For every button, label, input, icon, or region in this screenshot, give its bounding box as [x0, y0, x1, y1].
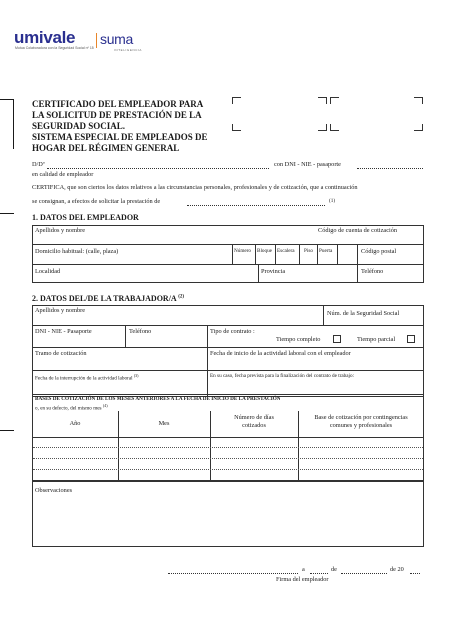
bloque-label: Bloque [257, 248, 272, 254]
stamp-corner [414, 124, 423, 131]
calidad-label: en calidad de empleador [32, 171, 94, 178]
col-ano-header: Año [69, 420, 81, 427]
escalera-label: Escalera [277, 248, 295, 254]
worker-dni-label: DNI - NIE - Pasaporte [35, 328, 92, 335]
tramo-label: Tramo de cotización [35, 350, 87, 357]
col-divider [258, 264, 259, 283]
bases-subtitle-text: o, en su defecto, del mismo mes [35, 405, 102, 412]
section-1-title: 1. DATOS DEL EMPLEADOR [32, 213, 139, 222]
col-divider [299, 244, 300, 264]
signature-a: a [302, 566, 305, 573]
margin-mark-bottom [0, 430, 14, 431]
note-1: (1) [329, 198, 336, 204]
tiempo-completo-checkbox[interactable] [333, 335, 341, 343]
title-line-4: SISTEMA ESPECIAL DE EMPLEADOS DE [32, 132, 208, 142]
title-line-5: HOGAR DEL RÉGIMEN GENERAL [32, 143, 180, 153]
suma-logo: suma [100, 31, 134, 47]
stamp-corner [414, 97, 423, 104]
fecha-inicio-label: Fecha de inicio de la actividad laboral con el empleador [210, 350, 351, 357]
stamp-corner [318, 124, 327, 131]
employer-apellidos-label: Apellidos y nombre [35, 227, 86, 234]
col-divider [323, 305, 324, 325]
note-2: (2) [178, 294, 185, 300]
row-divider [32, 347, 424, 348]
employer-dni-field[interactable] [357, 168, 423, 169]
puerta-label: Puerta [319, 248, 333, 254]
codigo-cuenta-label: Código de cuenta de cotización [318, 227, 398, 234]
title-line-2: LA SOLICITUD DE PRESTACIÓN DE LA [32, 110, 202, 120]
row-divider [32, 437, 424, 438]
signature-month-field[interactable] [341, 573, 387, 574]
bases-row-2[interactable] [33, 458, 423, 459]
col-divider [357, 264, 358, 283]
prestacion-field[interactable] [187, 205, 325, 206]
dd-label: D/Dª [32, 161, 45, 168]
signature-day-field[interactable] [310, 573, 328, 574]
bases-row-1[interactable] [33, 447, 423, 448]
col-dias-header-1: Número de días [234, 414, 274, 421]
observaciones-label: Observaciones [35, 487, 73, 494]
umivale-logo [14, 28, 75, 48]
codigo-postal-label: Código postal [361, 248, 397, 255]
row-divider [32, 244, 424, 245]
tiempo-completo-label: Tiempo completo [276, 336, 321, 343]
col-divider [317, 244, 318, 264]
fecha-finalizacion-label: En su caso, fecha prevista para la finalización del contrato de trabajo: [210, 373, 355, 379]
dni-label: con DNI - NIE - pasaporte [274, 161, 341, 168]
signature-place-field[interactable] [168, 573, 298, 574]
col-base-header-2: comunes y profesionales [329, 422, 393, 429]
employer-name-field[interactable] [47, 168, 269, 169]
piso-label: Piso [304, 248, 313, 254]
title-line-3: SEGURIDAD SOCIAL. [32, 121, 126, 131]
note-4: (4) [102, 403, 108, 408]
col-dias-header-2: cotizados [242, 422, 266, 429]
col-divider [207, 325, 208, 370]
note-3: (3) [133, 373, 139, 378]
row-divider [32, 325, 424, 326]
col-divider [255, 244, 256, 264]
bases-subtitle [35, 403, 108, 412]
title-line-1: CERTIFICADO DEL EMPLEADOR PARA [32, 99, 204, 109]
observaciones-box[interactable] [32, 481, 424, 547]
section-2-title-text: 2. DATOS DEL/DE LA TRABAJADOR/A [32, 294, 177, 303]
signature-de20: de 20 [390, 566, 404, 573]
tiempo-parcial-label: Tiempo parcial [357, 336, 396, 343]
logo-separator [96, 33, 97, 48]
col-divider [207, 370, 208, 397]
row-divider [32, 264, 424, 265]
col-divider [357, 244, 358, 264]
bases-row-3[interactable] [33, 469, 423, 470]
col-mes-header: Mes [158, 420, 170, 427]
numero-label: Número [234, 248, 251, 254]
tiempo-parcial-checkbox[interactable] [407, 335, 415, 343]
margin-mark-top [0, 99, 14, 100]
worker-telefono-label: Teléfono [129, 328, 152, 335]
fecha-interrupcion-label [35, 373, 138, 382]
umivale-tagline: Mutua Colaboradora con la Seguridad Social nº 15 [15, 46, 94, 50]
row-divider [32, 370, 424, 371]
stamp-corner [330, 124, 339, 131]
stamp-corner [232, 124, 241, 131]
signature-de: de [331, 566, 337, 573]
stamp-corner [232, 97, 241, 104]
section-2-title [32, 294, 184, 303]
domicilio-label: Domicilio habitual: (calle, plaza) [35, 248, 119, 255]
stamp-corner [330, 97, 339, 104]
col-divider [275, 244, 276, 264]
worker-apellidos-label: Apellidos y nombre [35, 307, 86, 314]
signature-firma-label: Firma del empleador [276, 576, 329, 583]
col-base-header-1: Base de cotización por contingencias [314, 414, 408, 421]
umivale-logo-text: umivale [14, 28, 76, 47]
suma-logo-subtitle: INTELIGENCIA [114, 48, 143, 52]
bases-title: BASES DE COTIZACIÓN DE LOS MESES ANTERIORES A LA FECHA DE INICIO DE LA PRESTACIÓN [35, 396, 281, 402]
margin-bracket [13, 99, 14, 149]
consignan-text: se consignan, a efectos de solicitar la prestación de [32, 198, 161, 205]
num-ss-label: Núm. de la Seguridad Social [327, 310, 400, 317]
telefono-label: Teléfono [361, 268, 384, 275]
col-divider [337, 244, 338, 264]
fecha-interrupcion-text: Fecha de la interrupción de la actividad laboral [35, 375, 133, 382]
signature-year-field[interactable] [410, 573, 420, 574]
stamp-corner [318, 97, 327, 104]
provincia-label: Provincia [261, 268, 286, 275]
localidad-label: Localidad [35, 268, 61, 275]
margin-mark-middle [0, 213, 14, 214]
col-divider [125, 325, 126, 347]
col-divider [232, 244, 233, 264]
tipo-contrato-label: Tipo de contrato : [210, 328, 255, 335]
certifica-text: CERTIFICA, que son ciertos los datos relativos a las circunstancias personales, profesionales y de cotización, que a continuación [32, 184, 358, 191]
